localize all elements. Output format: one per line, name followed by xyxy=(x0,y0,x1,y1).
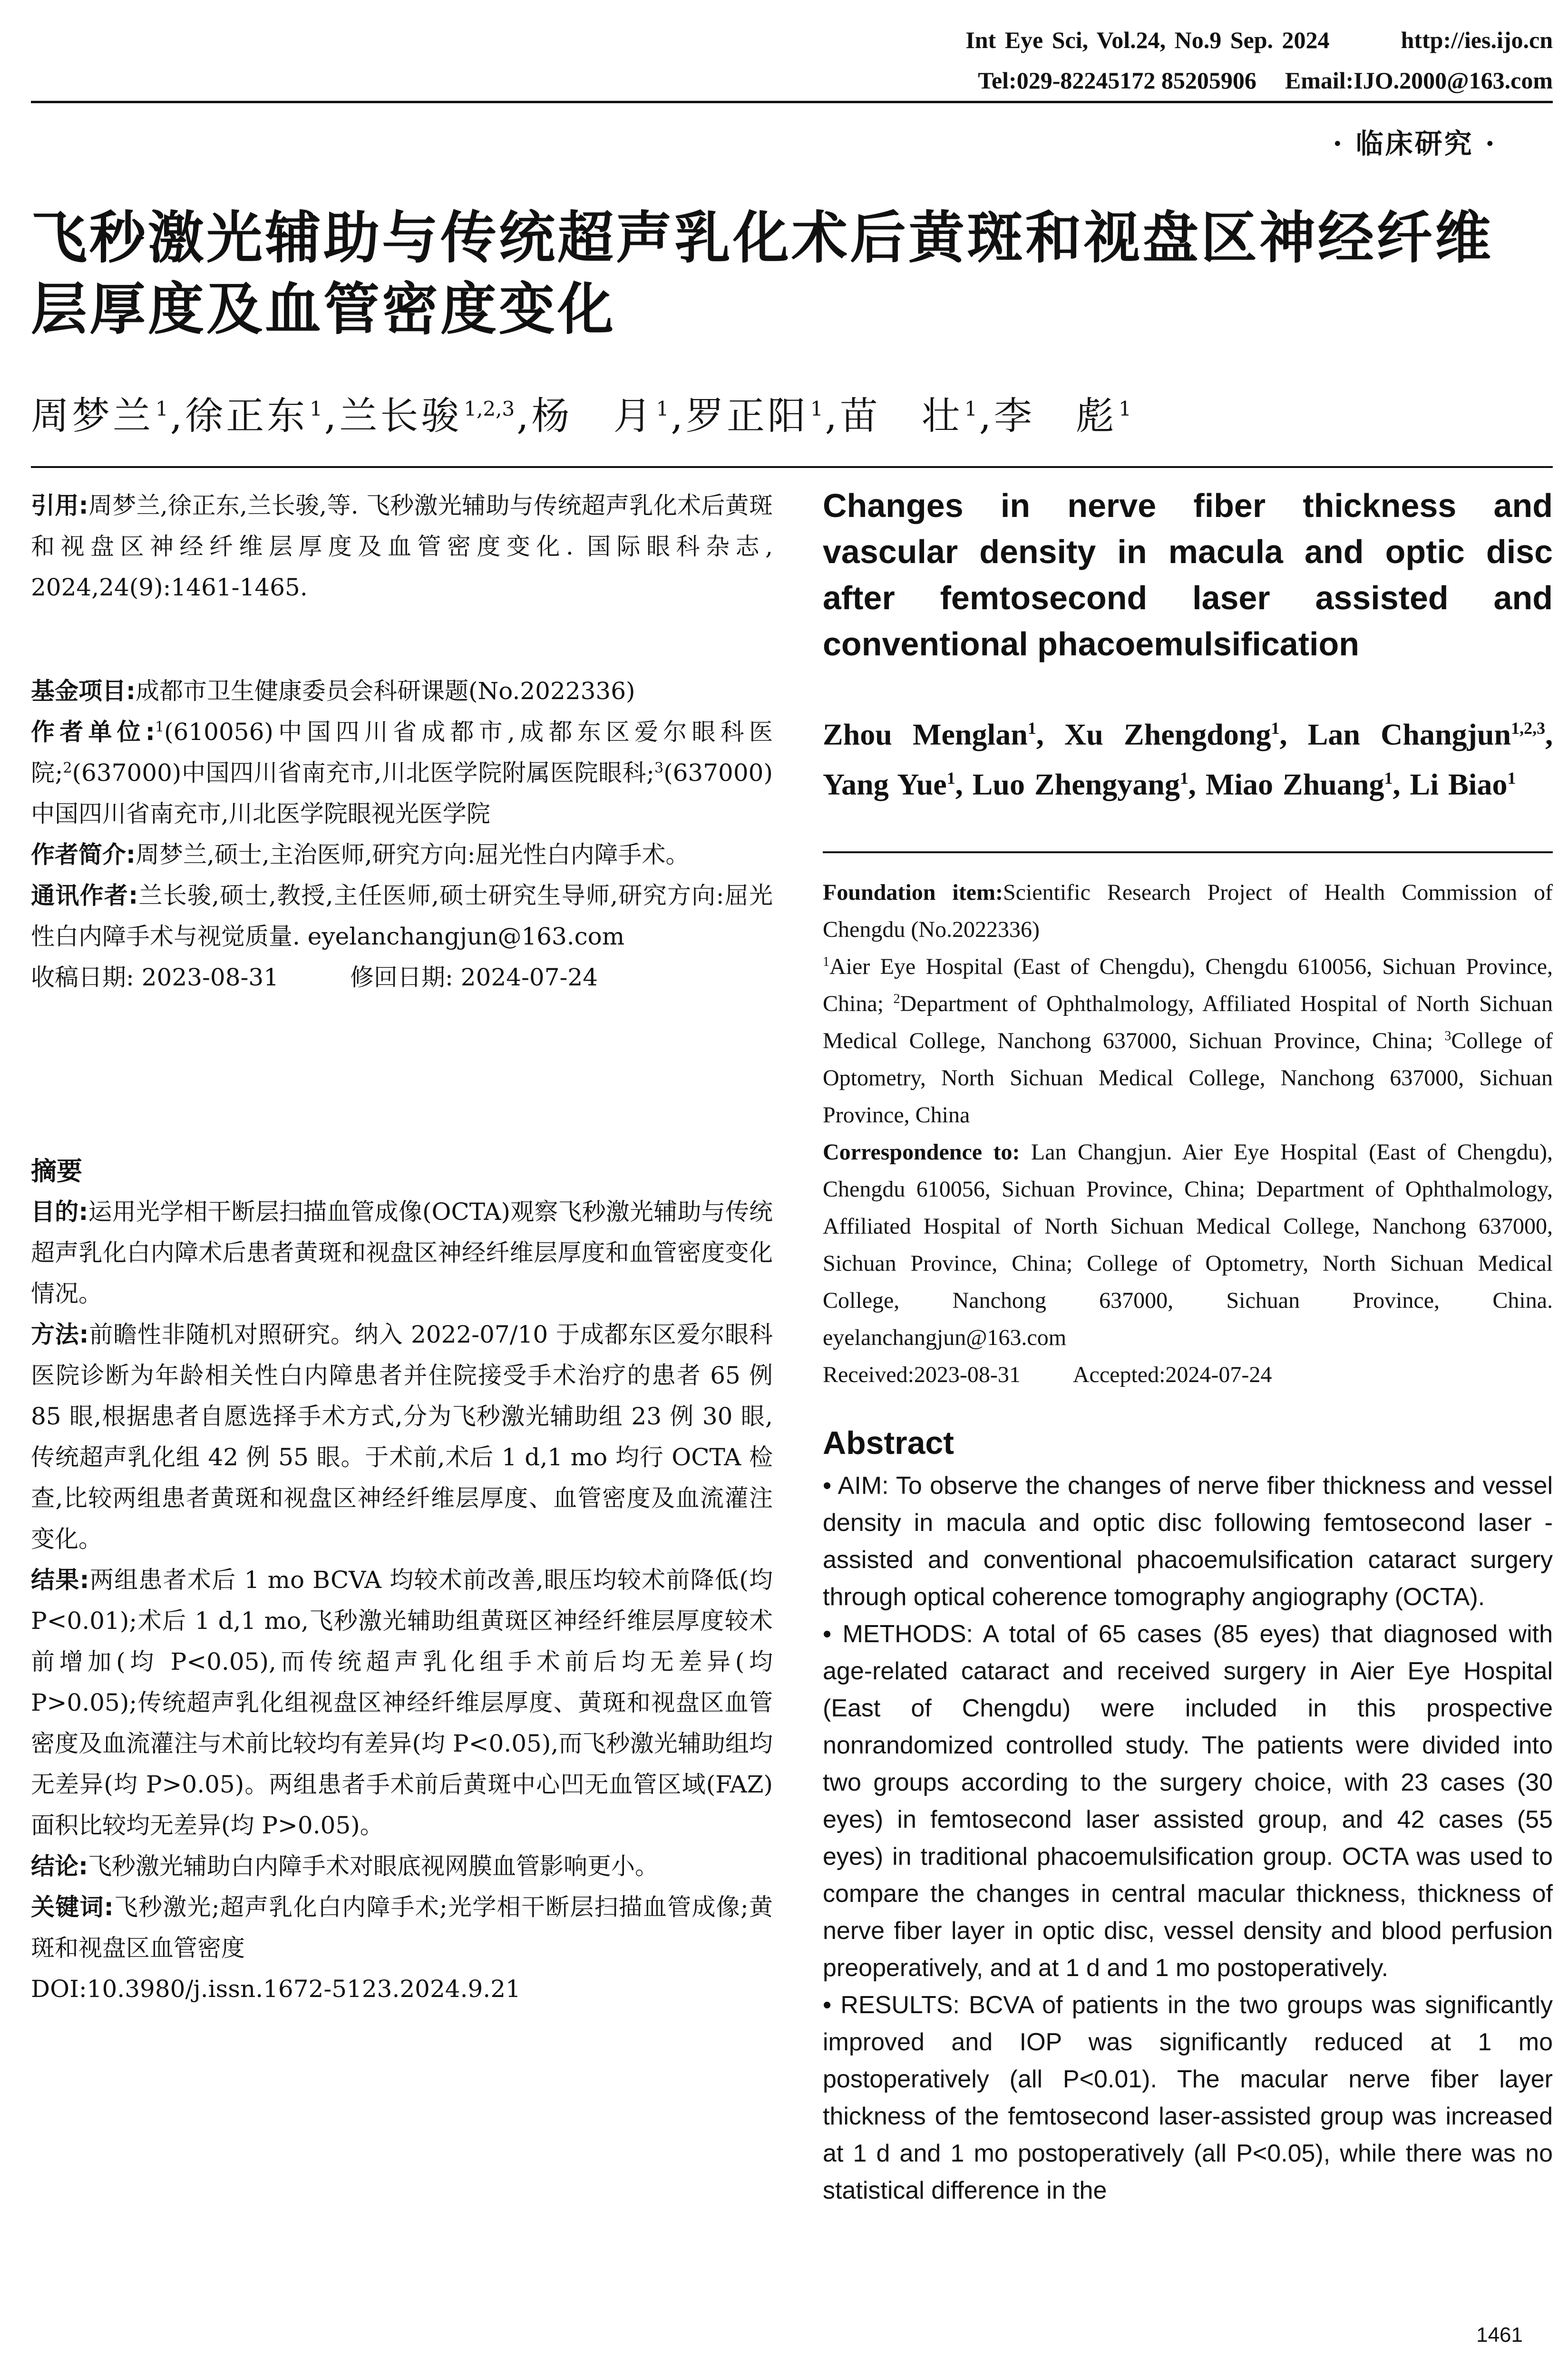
journal-tel: Tel:029-82245172 85205906 xyxy=(978,67,1256,94)
bio-label: 作者简介: xyxy=(31,841,136,868)
author-name-en: Lan Changjun xyxy=(1307,717,1511,751)
author-name: 苗 壮 xyxy=(840,394,963,438)
fund-label: 基金项目: xyxy=(31,677,136,705)
page-number: 1461 xyxy=(1476,2323,1523,2347)
aim-text-en: To observe the changes of nerve fiber thickness and vessel density in macula and optic disc following femtosecond laser - assisted and conventional phacoemulsification cataract surgery through optical coherence tomography angiography (OCTA). xyxy=(823,1472,1553,1611)
author-affil-en: 1 xyxy=(946,769,955,788)
author-list-en: Zhou Menglan$^1$, Xu Zhengdong$^1$, Lan Changjun$^{1,2,3}$, Yang Yue$^1$, Luo Zhengyang$^1$, Miao Zhuang$^1$, Li Biao$^1$ xyxy=(823,717,1553,801)
results-label-cn: 结果: xyxy=(31,1566,89,1594)
correspondence-text: 兰长骏,硕士,教授,主任医师,硕士研究生导师,研究方向:屈光性白内障手术与视觉质量. eyelanchangjun@163.com xyxy=(31,882,773,950)
abstract-heading-cn: 摘要 xyxy=(31,1156,82,1186)
aim-label-en: • AIM: xyxy=(823,1472,889,1500)
author-name: 兰长骏 xyxy=(339,394,462,438)
results-label-en: • RESULTS: xyxy=(823,1991,960,2019)
affiliation-1: (610056)中国四川省成都市,成都东区爱尔眼科医院; xyxy=(31,718,773,787)
author-affil-en: 1 xyxy=(1179,769,1188,788)
affiliation-number: 1 xyxy=(155,719,165,736)
author-name-en: Luo Zhengyang xyxy=(972,767,1180,801)
methods-label-cn: 方法: xyxy=(31,1321,89,1348)
revised-date: 修回日期: 2024-07-24 xyxy=(350,964,598,991)
citation-text: 周梦兰,徐正东,兰长骏,等. 飞秒激光辅助与传统超声乳化术后黄斑和视盘区神经纤维层厚度及血管密度变化. 国际眼科杂志, 2024,24(9):1461-1465. xyxy=(31,492,773,601)
running-header-journal xyxy=(965,26,1553,54)
affiliation-2: (637000)中国四川省南充市,川北医学院附属医院眼科; xyxy=(72,759,655,787)
keywords-text-cn: 飞秒激光;超声乳化白内障手术;光学相干断层扫描血管成像;黄斑和视盘区血管密度 xyxy=(31,1893,773,1962)
affiliation-label: 作者单位: xyxy=(31,718,155,746)
title-rule xyxy=(31,466,1553,468)
journal-citation: Int Eye Sci, Vol.24, No.9 Sep. 2024 xyxy=(965,27,1330,53)
abstract-cn xyxy=(31,1191,773,2009)
conclusion-label-cn: 结论: xyxy=(31,1852,88,1880)
author-affil: 1 xyxy=(964,397,977,421)
author-list-cn: 周梦兰$^1$,徐正东$^1$,兰长骏$^{1,2,3}$,杨 月$^1$,罗正阳$^1$,苗 壮$^1$,李 彪$^1$ xyxy=(31,394,1131,438)
author-affil-en: 1 xyxy=(1027,719,1036,738)
foundation-label: Foundation item: xyxy=(823,880,1003,905)
citation-label: 引用: xyxy=(31,492,88,519)
bio-text: 周梦兰,硕士,主治医师,研究方向:屈光性白内障手术。 xyxy=(136,841,690,868)
affiliation-number-en: 3 xyxy=(1444,1029,1451,1043)
journal-url[interactable]: http://ies.ijo.cn xyxy=(1401,27,1553,53)
author-affil-en: 1 xyxy=(1507,769,1516,788)
author-affil-en: 1 xyxy=(1384,769,1393,788)
author-rule-en xyxy=(823,851,1553,853)
author-name-en: Li Biao xyxy=(1410,767,1508,801)
affiliation-number: 2 xyxy=(63,760,72,777)
aim-label-cn: 目的: xyxy=(31,1198,88,1226)
correspondence-label: 通讯作者: xyxy=(31,882,138,909)
methods-text-cn: 前瞻性非随机对照研究。纳入 2022-07/10 于成都东区爱尔眼科医院诊断为年龄相关性白内障患者并住院接受手术治疗的患者 65 例 85 眼,根据患者自愿选择手术方式,分为飞秒激光辅助组 23 例 30 眼,传统超声乳化组 42 例 55 眼。于术前,术后 1 d,1 mo 均行 OCTA 检查,比较两组患者黄斑和视盘区神经纤维层厚度、血管密度及血流灌注变化。 xyxy=(31,1321,773,1553)
author-name: 徐正东 xyxy=(185,394,308,438)
foundation-text: Scientific Research Project of Health Commission of Chengdu (No.2022336) xyxy=(823,880,1553,942)
received-date: 收稿日期: 2023-08-31 xyxy=(31,964,279,991)
accepted-date-en: Accepted:2024-07-24 xyxy=(1072,1362,1272,1387)
author-affil: 1 xyxy=(310,397,322,421)
keywords-label-cn: 关键词: xyxy=(31,1893,114,1921)
affiliation-1-en: Aier Eye Hospital (East of Chengdu), Chengdu 610056, Sichuan Province, China; xyxy=(823,954,1553,1016)
article-title-cn: 飞秒激光辅助与传统超声乳化术后黄斑和视盘区神经纤维层厚度及血管密度变化 xyxy=(31,205,1494,342)
author-name: 罗正阳 xyxy=(685,394,808,438)
affiliation-number: 3 xyxy=(654,760,664,777)
results-text-cn: 两组患者术后 1 mo BCVA 均较术前改善,眼压均较术前降低(均 P<0.01);术后 1 d,1 mo,飞秒激光辅助组黄斑区神经纤维层厚度较术前增加(均 P<0.05),而传统超声乳化组手术前后均无差异(均 P>0.05);传统超声乳化组视盘区神经纤维层厚度、黄斑和视盘区血管密度及血流灌注与术前比较均有差异(均 P<0.05),而飞秒激光辅助组均无差异(均 P>0.05)。两组患者手术前后黄斑中心凹无血管区域(FAZ)面积比较均无差异(均 P>0.05)。 xyxy=(31,1566,773,1839)
affiliation-3-en: College of Optometry, North Sichuan Medical College, Nanchong 637000, Sichuan Province, China xyxy=(823,1028,1553,1128)
header-rule xyxy=(31,101,1553,103)
article-title-en: Changes in nerve fiber thickness and vascular density in macula and optic disc after femtosecond laser assisted and conventional phacoemulsification xyxy=(823,487,1553,662)
author-name: 杨 月 xyxy=(531,394,654,438)
correspondence-label-en: Correspondence to: xyxy=(823,1140,1020,1165)
author-affil-en: 1,2,3 xyxy=(1511,719,1546,738)
running-header-contact xyxy=(978,67,1553,94)
abstract-en xyxy=(823,1467,1553,2209)
abstract-heading-en: Abstract xyxy=(823,1425,954,1461)
author-affil: 1 xyxy=(656,397,669,421)
author-affil-en: 1 xyxy=(1271,719,1280,738)
author-name: 李 彪 xyxy=(994,394,1117,438)
citation-block xyxy=(31,485,773,608)
affiliation-number-en: 1 xyxy=(823,955,829,969)
received-date-en: Received:2023-08-31 xyxy=(823,1362,1021,1387)
section-label: · 临床研究 · xyxy=(1333,127,1497,160)
author-name: 周梦兰 xyxy=(31,394,154,438)
article-info-en xyxy=(823,874,1553,1393)
aim-text-cn: 运用光学相干断层扫描血管成像(OCTA)观察飞秒激光辅助与传统超声乳化白内障术后患者黄斑和视盘区神经纤维层厚度和血管密度变化情况。 xyxy=(31,1198,773,1307)
affiliation-2-en: Department of Ophthalmology, Affiliated Hospital of North Sichuan Medical College, Nanchong 637000, Sichuan Province, China; xyxy=(823,991,1553,1053)
article-info-cn xyxy=(31,671,773,998)
results-text-en: BCVA of patients in the two groups was significantly improved and IOP was significantly reduced at 1 mo postoperatively (all P<0.01). The macular nerve fiber layer thickness of the femtosecond laser-assisted group was increased at 1 d and 1 mo postoperatively (all P<0.05), while there was no statistical difference in the xyxy=(823,1991,1553,2204)
correspondence-text-en: Lan Changjun. Aier Eye Hospital (East of Chengdu), Chengdu 610056, Sichuan Province, China; Department of Ophthalmology, Affiliated Hospital of North Sichuan Medical College, Nanchong 637000, Sichuan Province, China; College of Optometry, North Sichuan Medical College, Nanchong 637000, Sichuan Province, China. eyelanchangjun@163.com xyxy=(823,1140,1553,1350)
methods-text-en: A total of 65 cases (85 eyes) that diagnosed with age-related cataract and received surgery in Aier Eye Hospital (East of Chengdu) were included in this prospective nonrandomized controlled study. The patients were divided into two groups according to the surgery choice, with 23 cases (30 eyes) in femtosecond laser assisted group, and 42 cases (55 eyes) in traditional phacoemulsification group. OCTA was used to compare the changes in central macular thickness, thickness of nerve fiber layer in optic disc, vessel density and blood perfusion preoperatively, and at 1 d and 1 mo postoperatively. xyxy=(823,1620,1553,1982)
author-affil: 1 xyxy=(810,397,823,421)
affiliation-3: (637000)中国四川省南充市,川北医学院眼视光医学院 xyxy=(31,759,773,828)
methods-label-en: • METHODS: xyxy=(823,1620,973,1648)
journal-email[interactable]: Email:IJO.2000@163.com xyxy=(1285,67,1553,94)
author-affil: 1 xyxy=(1119,397,1131,421)
fund-text: 成都市卫生健康委员会科研课题(No.2022336) xyxy=(136,677,635,705)
author-name-en: Zhou Menglan xyxy=(823,717,1028,751)
affiliation-number-en: 2 xyxy=(893,992,900,1006)
author-affil: 1 xyxy=(156,397,168,421)
author-name-en: Yang Yue xyxy=(823,767,947,801)
author-name-en: Miao Zhuang xyxy=(1205,767,1384,801)
author-name-en: Xu Zhengdong xyxy=(1064,717,1271,751)
doi[interactable]: DOI:10.3980/j.issn.1672-5123.2024.9.21 xyxy=(31,1975,521,2003)
conclusion-text-cn: 飞秒激光辅助白内障手术对眼底视网膜血管影响更小。 xyxy=(88,1852,659,1880)
author-affil: 1,2,3 xyxy=(464,397,515,421)
